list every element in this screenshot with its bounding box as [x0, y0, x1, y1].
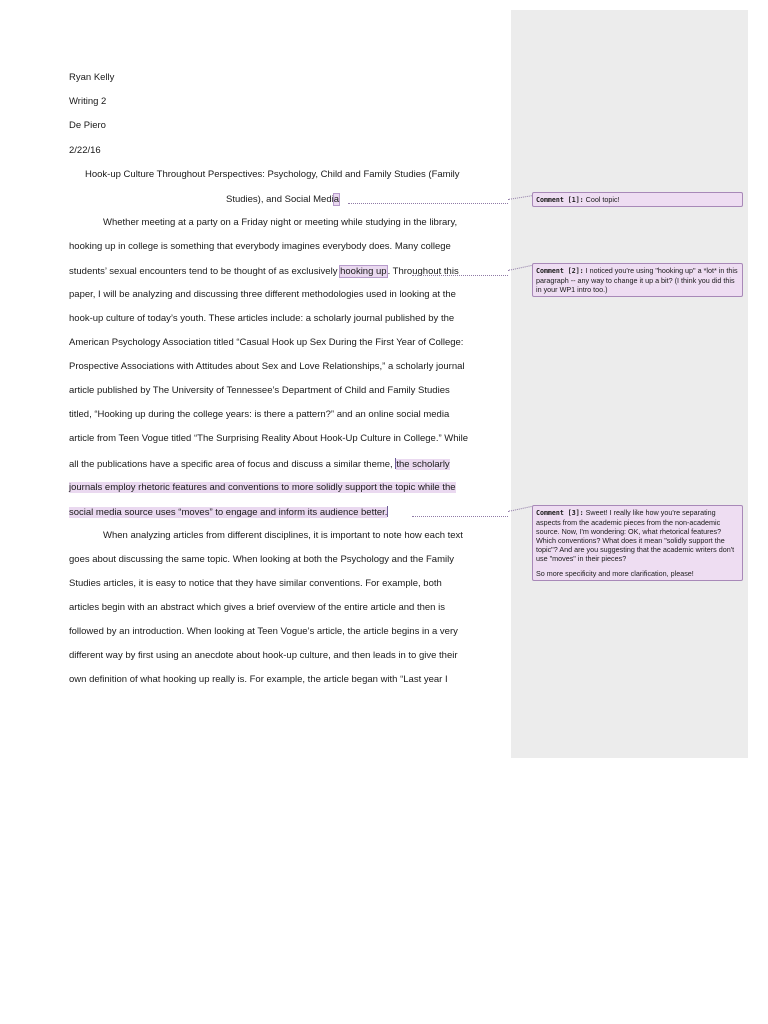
comment-1-label: Comment [1]: — [536, 196, 584, 204]
comment-3[interactable] — [532, 505, 743, 581]
body-line: Whether meeting at a party on a Friday night or meeting while studying in the library, — [103, 217, 458, 228]
body-text: students’ sexual encounters tend to be thought of as exclusively — [69, 266, 341, 277]
author-name: Ryan Kelly — [69, 72, 115, 83]
body-line — [69, 458, 450, 471]
body-line: followed by an introduction. When looking at Teen Vogue’s article, the article begins in a very — [69, 626, 458, 637]
comment-1-text: Cool topic! — [583, 195, 620, 204]
date: 2/22/16 — [69, 145, 101, 156]
comment-1-marker — [339, 193, 340, 204]
comment-3-anchor[interactable]: social media source uses “moves” to engage and inform its audience better. — [69, 507, 388, 518]
comment-3-label: Comment [3]: — [536, 509, 584, 517]
comment-margin-panel — [511, 10, 748, 758]
comment-2-connector — [412, 275, 508, 276]
instructor-name: De Piero — [69, 120, 106, 131]
comment-3-connector — [412, 516, 508, 517]
body-line: hooking up in college is something that everybody imagines everybody does. Many college — [69, 241, 451, 252]
comment-3-text-2: So more specificity and more clarification, please! — [536, 569, 694, 578]
body-line: goes about discussing the same topic. When looking at both the Psychology and the Family — [69, 554, 454, 565]
body-line: Prospective Associations with Attitudes about Sex and Love Relationships,” a scholarly journal — [69, 361, 465, 372]
body-line — [69, 482, 456, 494]
comment-1[interactable] — [532, 192, 743, 207]
body-line — [69, 506, 388, 519]
body-line: When analyzing articles from different disciplines, it is important to note how each text — [103, 530, 463, 541]
comment-2-text: I noticed you're using "hooking up" a *lot* in this paragraph -- any way to change it up a bit? (I think you did this in your WP1 intro too.) — [536, 266, 738, 294]
body-line: hook-up culture of today’s youth. These articles include: a scholarly journal published by the — [69, 313, 455, 324]
body-line: article published by The University of Tennessee’s Department of Child and Family Studies — [69, 385, 450, 396]
body-line: article from Teen Vogue titled “The Surprising Reality About Hook-Up Culture in College.” While — [69, 433, 469, 444]
comment-2-label: Comment [2]: — [536, 267, 584, 275]
body-text: . Throughout this — [387, 266, 459, 277]
comment-2[interactable] — [532, 263, 743, 297]
title-line-2 — [226, 193, 340, 206]
body-line: own definition of what hooking up really is. For example, the article began with “Last year I — [69, 674, 448, 685]
body-line — [69, 265, 459, 278]
course-name: Writing 2 — [69, 96, 107, 107]
body-line: American Psychology Association titled “Casual Hook up Sex During the First Year of College: — [69, 337, 464, 348]
body-line: titled, “Hooking up during the college years: is there a pattern?” and an online social media — [69, 409, 450, 420]
comment-3-text: Sweet! I really like how you're separating aspects from the academic pieces from the non-academic source. Now, I'm wondering: OK, what rhetorical features? Which conventions? What does it mean "solidly support the topic"? And are you suggesting that the academic writers don't use "moves" in their pieces? — [536, 508, 735, 563]
body-line: paper, I will be analyzing and discussing three different methodologies used in looking at the — [69, 289, 456, 300]
comment-1-connector — [348, 203, 508, 204]
body-line: articles begin with an abstract which gives a brief overview of the entire article and then is — [69, 602, 445, 613]
body-line: Studies articles, it is easy to notice that they have similar conventions. For example, both — [69, 578, 442, 589]
title-line-2-text: Studies), and Social Medi — [226, 194, 334, 205]
body-line: different way by first using an anecdote about hook-up culture, and then leads in to give their — [69, 650, 458, 661]
comment-1-anchor[interactable]: a — [333, 194, 340, 205]
title-line-1: Hook-up Culture Throughout Perspectives: Psychology, Child and Family Studies (Family — [85, 169, 460, 180]
comment-3-anchor[interactable]: journals employ rhetoric features and conventions to more solidly support the topic while the — [69, 482, 456, 493]
body-text: all the publications have a specific area of focus and discuss a similar theme, — [69, 459, 396, 470]
comment-2-anchor[interactable]: hooking up — [340, 266, 387, 277]
comment-3-marker — [387, 506, 388, 517]
comment-3-anchor[interactable]: the scholarly — [396, 459, 450, 470]
